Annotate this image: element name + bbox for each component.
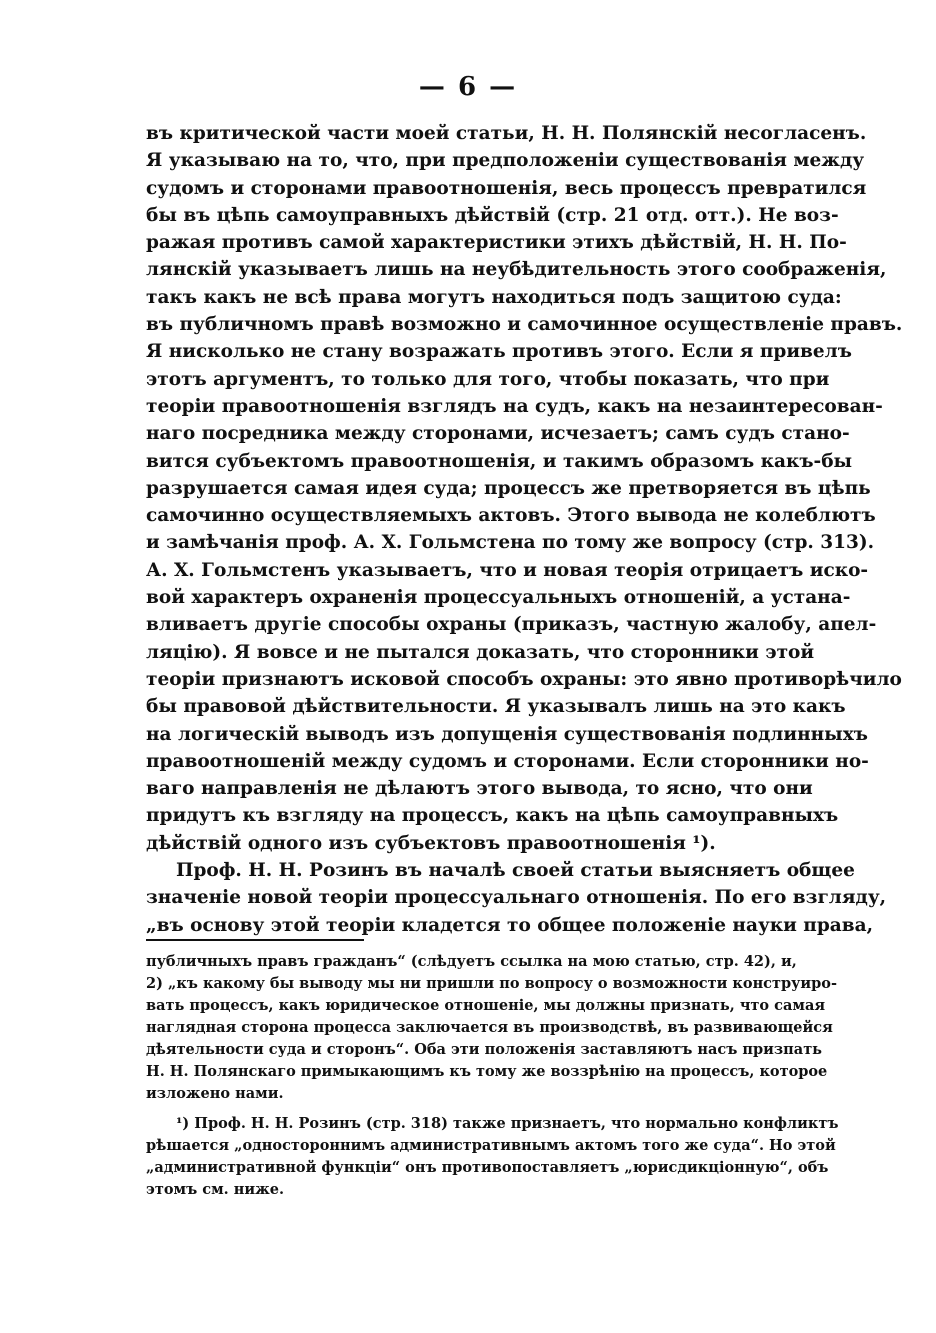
text-line: самочинно осуществляемыхъ актовъ. Этого вывода не колеблютъ — [146, 505, 876, 527]
text-line: А. Х. Гольмстенъ указываетъ, что и новая теорія отрицаетъ иско- — [146, 559, 869, 581]
text-line: наго посредника между сторонами, исчезаетъ; самъ судъ стано- — [146, 423, 850, 445]
text-line: „въ основу этой теоріи кладется то общее положеніе науки права, — [146, 914, 874, 936]
text-line: такъ какъ не всѣ права могутъ находиться подъ защитою суда: — [146, 286, 842, 308]
text-line: на логическій выводъ изъ допущенія существованія подлинныхъ — [146, 723, 868, 745]
text-line: Я нисколько не стану возражать противъ этого. Если я привелъ — [146, 341, 852, 363]
footnote-1-line: „административной функціи“ онъ противопоставляетъ „юрисдикціонную“, объ — [146, 1159, 829, 1176]
text-line: ляцію). Я вовсе и не пытался доказать, что сторонники этой — [146, 641, 815, 663]
text-line: и замѣчанія проф. А. Х. Гольмстена по тому же вопросу (стр. 313). — [146, 532, 875, 554]
text-line: дѣйствій одного изъ субъектовъ правоотношенія ¹). — [146, 832, 716, 854]
text-line: значеніе новой теоріи процессуальнаго отношенія. По его взгляду, — [146, 887, 887, 909]
page-number: — 6 — — [418, 72, 518, 102]
text-line: лянскій указываетъ лишь на неубѣдительность этого соображенія, — [146, 259, 887, 281]
footnote-line: публичныхъ правъ гражданъ“ (слѣдуетъ ссылка на мою статью, стр. 42), и, — [146, 953, 797, 970]
text-line: теоріи признаютъ исковой способъ охраны: это явно противорѣчило — [146, 668, 902, 690]
footnote-line: наглядная сторона процесса заключается въ производствѣ, въ развивающейся — [146, 1019, 833, 1036]
text-line: въ критической части моей статьи, Н. Н. Полянскій несогласенъ. — [146, 123, 867, 144]
body-text — [146, 120, 903, 939]
footnote-line: Н. Н. Полянскаго примыкающимъ къ тому же воззрѣнію на процессъ, которое — [146, 1063, 828, 1080]
text-line: Проф. Н. Н. Розинъ въ началѣ своей статьи выясняетъ общее — [176, 860, 855, 882]
footnote-1-line: рѣшается „одностороннимъ административнымъ актомъ того же суда“. Но этой — [146, 1137, 836, 1154]
text-line: въ публичномъ правѣ возможно и самочинное осуществленіе правъ. — [146, 314, 903, 336]
text-line: разрушается самая идея суда; процессъ же претворяется въ цѣпь — [146, 477, 871, 499]
text-line: придутъ къ взгляду на процессъ, какъ на цѣпь самоуправныхъ — [146, 805, 839, 827]
text-line: бы въ цѣпь самоуправныхъ дѣйствій (стр. 21 отд. отт.). Не воз- — [146, 204, 839, 226]
footnote-1-line: ¹) Проф. Н. Н. Розинъ (стр. 318) также признаетъ, что нормально конфликтъ — [176, 1115, 839, 1132]
footnote-gap — [146, 1105, 786, 1113]
text-line: вится субъектомъ правоотношенія, и такимъ образомъ какъ-бы — [146, 450, 853, 472]
footnote-divider — [146, 939, 364, 941]
footnote-1-line: этомъ см. ниже. — [146, 1181, 285, 1198]
footnotes — [146, 951, 839, 1201]
text-line: теоріи правоотношенія взглядъ на судъ, какъ на незаинтересован- — [146, 395, 883, 417]
footnote-line: изложено нами. — [146, 1085, 284, 1102]
text-line: ваго направленія не дѣлаютъ этого вывода, то ясно, что они — [146, 778, 813, 800]
text-line: вой характеръ охраненія процессуальныхъ отношеній, а устана- — [146, 587, 851, 609]
text-line: ражая противъ самой характеристики этихъ дѣйствій, Н. Н. По- — [146, 232, 847, 254]
footnote-line: вать процессъ, какъ юридическое отношеніе, мы должны признать, что самая — [146, 997, 826, 1014]
text-line: вливаетъ другіе способы охраны (приказъ, частную жалобу, апел- — [146, 614, 877, 636]
text-line: Я указываю на то, что, при предположеніи существованія между — [146, 150, 865, 172]
text-line: судомъ и сторонами правоотношенія, весь процессъ превратился — [146, 177, 867, 199]
text-line: правоотношеній между судомъ и сторонами. Если сторонники но- — [146, 750, 869, 772]
footnote-line: дѣятельности суда и сторонъ“. Оба эти положенія заставляютъ насъ призпать — [146, 1041, 823, 1058]
footnote-line: 2) „къ какому бы выводу мы ни пришли по вопросу о возможности конструиро- — [146, 975, 837, 992]
text-line: этотъ аргументъ, то только для того, чтобы показать, что при — [146, 368, 830, 390]
text-line: бы правовой дѣйствительности. Я указывалъ лишь на это какъ — [146, 696, 846, 718]
